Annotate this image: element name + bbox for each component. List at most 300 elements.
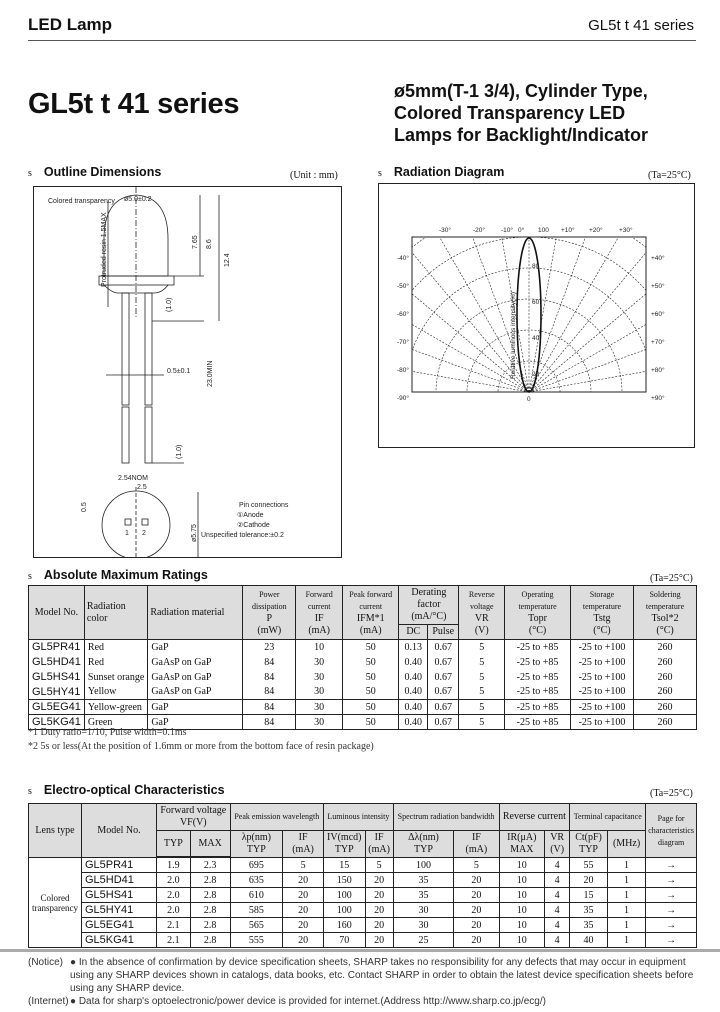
table-cell: 84 [243,685,296,700]
h: (V) [550,844,565,855]
label-colored-transparency: Colored transparency [48,198,115,205]
table-cell: 1 [607,903,645,918]
bullet: s [28,571,32,582]
table-cell: -25 to +85 [505,670,571,685]
header-divider [28,40,696,41]
internet-text: ● Data for sharp's optoelectronic/power device is provided for internet.(Address http://www.sharp.co.jp/ecg/) [70,996,546,1007]
table-cell: 100 [324,903,366,918]
page-link[interactable]: → [646,888,697,903]
table-cell: 10 [296,640,343,655]
internet-label: (Internet) [28,996,69,1007]
table-cell: 160 [324,918,366,933]
h-cap-freq: (MHz) [607,831,645,858]
notice-text: ● In the absence of confirmation by device specification sheets, SHARP takes no responsibility for any defects that may occur in equipment using any SHARP devices shown in catalogs, data books, etc. Contact SHARP in order to obtain the latest device specification sheets before using any SHARP device. [70,957,694,994]
table-cell: 1.9 [156,858,190,873]
table-cell: -25 to +85 [505,685,571,700]
col-lum: Luminous intensity [324,804,394,831]
table-cell: -25 to +100 [570,640,633,655]
col-material: Radiation material [148,586,243,640]
h: Soldering temperature [645,589,685,611]
h: TYP [579,844,598,855]
table-cell: 70 [324,933,366,948]
col-vf [156,804,230,831]
grid-radial [529,184,694,392]
table-row [29,858,697,873]
table-cell: 100 [393,858,454,873]
outline-unit: (Unit : mm) [290,170,338,181]
h: IFM*1 [356,612,385,624]
grid-arc [379,184,694,447]
table-cell: 565 [230,918,283,933]
table-cell: 20 [283,933,324,948]
outline-heading-text: Outline Dimensions [43,165,162,179]
label-1-0-a: (1.0) [166,297,173,312]
table-cell: 260 [634,670,697,685]
subtitle-line: ø5mm(T-1 3/4), Cylinder Type, [394,81,648,101]
table-cell: 30 [296,685,343,700]
lens-line: Colored [40,892,70,903]
abs-max-condition: (Ta=25°C) [650,573,693,584]
table-cell: 5 [459,640,505,655]
radiation-condition: (Ta=25°C) [648,170,691,181]
table-cell: 5 [365,858,393,873]
table-cell: 20 [454,933,499,948]
left-tick-label: -50° [397,283,409,290]
electro-table [28,803,697,948]
bullet: s [28,168,32,179]
col-topr [505,586,571,640]
grid-arc [379,184,694,447]
h: Peak forward current [349,589,393,611]
tolerance-note: Unspecified tolerance:±0.2 [201,532,284,539]
col-vr [459,586,505,640]
label-diameter: ø5.0±0.2 [124,196,152,203]
table-cell: 84 [243,655,296,670]
page-link[interactable]: → [646,903,697,918]
col-rev: Reverse current [499,804,570,831]
h: Tstg [593,612,611,624]
table-cell: 30 [296,700,343,715]
table-cell: 1 [607,918,645,933]
table-cell: 2.0 [156,903,190,918]
col-pulse: Pulse [428,625,459,640]
h: Reverse voltage [468,589,495,611]
h: IF [314,612,324,624]
page-link[interactable]: → [646,873,697,888]
col-color: Radiation color [84,586,147,640]
label-25: 2.5 [137,484,147,491]
table-cell: 50 [343,670,399,685]
pin-anode: ①Anode [237,512,264,519]
h-vf-typ: TYP [156,831,190,857]
table-cell: 5 [283,858,324,873]
bullet: s [28,786,32,797]
table-cell: 0.67 [428,640,459,655]
table-cell: 2.8 [190,918,230,933]
table-cell: 35 [393,888,454,903]
table-row [29,685,697,700]
grid-radial [529,323,694,392]
table-cell: -25 to +85 [505,715,571,730]
h-rev-vr [545,831,570,858]
h: (mA) [368,844,390,855]
table-cell: 10 [499,933,545,948]
y-axis-label: Relative luminous intensity(%) [510,291,517,379]
table-cell: 150 [324,873,366,888]
table-cell: GaAsP on GaP [148,670,243,685]
table-cell: 0.67 [428,700,459,715]
table-cell: 50 [343,655,399,670]
radiation-heading [378,165,504,179]
col-spec: Spectrum radiation bandwidth [393,804,499,831]
table-cell: 10 [499,888,545,903]
h: (mW) [257,624,282,636]
table-cell: 260 [634,655,697,670]
h: TYP [334,844,354,855]
table-row [29,655,697,670]
lens-line: transparency [32,902,78,913]
table-cell: 100 [324,888,366,903]
left-tick-label: -70° [397,339,409,346]
table-cell: 610 [230,888,283,903]
footer [28,956,700,1008]
table-cell: 55 [570,858,608,873]
table-cell: 2.1 [156,918,190,933]
table-cell: 10 [499,918,545,933]
table-cell: 2.1 [156,933,190,948]
notice-label: (Notice) [28,957,64,968]
label-86: 8.6 [206,239,213,249]
table-cell: 10 [499,903,545,918]
h: Storage temperature [582,589,622,611]
h: P [266,612,273,624]
h: VR [550,832,565,843]
table-cell: 2.8 [190,873,230,888]
col-ifm [343,586,399,640]
h-cap [570,831,608,858]
table-row [29,640,697,655]
table-cell: 5 [459,655,505,670]
top-tick-label: 0° [518,227,525,234]
h-vf-max: MAX [190,831,230,857]
table-cell: 4 [545,918,570,933]
table-cell: Green [84,715,147,730]
table-cell: 0.67 [428,670,459,685]
table-cell: 50 [343,640,399,655]
electro-condition: (Ta=25°C) [650,788,693,799]
table-cell: Sunset orange [84,670,147,685]
radiation-heading-text: Radiation Diagram [393,165,505,179]
top-tick-label: +20° [589,227,603,234]
h: λp(nm) [241,832,271,843]
table-cell: 0.40 [399,670,428,685]
radiation-diagram [378,183,695,448]
table-cell: 695 [230,858,283,873]
label-765: 7.65 [192,235,199,249]
table-cell: 50 [343,715,399,730]
table-cell: 50 [343,685,399,700]
col-page: Page for characteristics diagram [646,804,697,858]
h: Derating factor [411,587,447,610]
internet-row [28,995,700,1008]
h-spec-if [454,831,499,858]
h: VF(V) [179,817,207,828]
table-cell: GL5HY41 [29,685,85,700]
table-cell: 260 [634,685,697,700]
table-cell: 10 [499,858,545,873]
h: IV(mcd) [327,832,362,843]
table-cell: GL5PR41 [81,858,156,873]
table-cell: 1 [607,933,645,948]
h: TYP [413,844,433,855]
left-tick-label: -80° [397,367,409,374]
subtitle-line: Lamps for Backlight/Indicator [394,125,649,145]
col-peak: Peak emission wavelength [230,804,323,831]
table-cell: -25 to +100 [570,670,633,685]
note-2: *2 5s or less(At the position of 1.6mm or more from the bottom face of resin package) [28,741,374,752]
h-rev [499,831,545,858]
page-link[interactable]: → [646,933,697,948]
table-cell: 4 [545,858,570,873]
pin-2-label: 2 [142,530,146,537]
table-cell: GL5KG41 [29,715,85,730]
h: (mA) [465,844,488,855]
table-cell: 20 [454,888,499,903]
h: (°C) [593,624,611,636]
h: Forward voltage [160,805,227,816]
h: IF [298,832,308,843]
table-cell: 2.3 [190,858,230,873]
table-cell: 1 [607,873,645,888]
table-cell: GL5PR41 [29,640,85,655]
notice-row [28,956,700,995]
right-tick-label: +50° [651,283,665,290]
table-cell: 20 [283,903,324,918]
table-cell: 4 [545,903,570,918]
table-cell: 30 [296,655,343,670]
right-tick-label: +60° [651,311,665,318]
h: (mA) [292,844,314,855]
table-cell: Red [84,655,147,670]
table-cell: -25 to +85 [505,700,571,715]
table-cell: 4 [545,933,570,948]
table-row [29,918,697,933]
grid-radial [529,184,666,392]
table-cell: 50 [343,700,399,715]
table-cell: 5 [459,670,505,685]
grid-radial [379,323,529,392]
label-254nom: 2.54NOM [118,475,148,482]
table-cell: 30 [393,918,454,933]
table-cell: 20 [570,873,608,888]
top-value-label: 100 [538,227,549,234]
table-cell: 1 [607,888,645,903]
table-cell: 35 [570,918,608,933]
h: (mA/°C) [411,611,447,622]
grid-radial [529,184,694,392]
h-peak [230,831,283,858]
col-derating [399,586,459,625]
table-cell: 20 [454,873,499,888]
radial-tick-label: 20 [532,371,540,378]
label-lead: 0.5±0.1 [167,368,191,375]
abs-max-heading [28,568,208,582]
label-124: 12.4 [224,253,231,267]
grid-radial [392,184,529,392]
table-cell: 5 [459,715,505,730]
table-cell: 0.67 [428,685,459,700]
table-cell: 0.67 [428,715,459,730]
label-protruded-resin: Protruded resin 1.5MAX [101,212,108,287]
table-row [29,933,697,948]
left-tick-label: -40° [397,255,409,262]
abs-max-table [28,585,697,730]
table-cell: 0.67 [428,655,459,670]
right-tick-label: +90° [651,395,665,402]
label-05: 0.5 [81,502,88,512]
h-peak-if [283,831,324,858]
h: Δλ(nm) [408,832,439,843]
table-cell: -25 to +85 [505,655,571,670]
table-row [29,888,697,903]
h: Ct(pF) [575,832,602,843]
table-cell: 20 [454,903,499,918]
table-cell: GL5EG41 [81,918,156,933]
table-cell: GL5HD41 [29,655,85,670]
table-cell: 260 [634,715,697,730]
radial-tick-label: 80 [532,263,540,270]
note-1: *1 Duty ratio=1/10, Pulse width=0.1ms [28,727,187,738]
table-cell: 20 [365,873,393,888]
table-cell: GL5HD41 [81,873,156,888]
h: (mA) [308,624,330,636]
table-cell: 20 [365,933,393,948]
table-cell: 5 [459,700,505,715]
h: TYP [246,844,266,855]
table-row [29,700,697,715]
table-cell: 0.40 [399,655,428,670]
h: Tsol*2 [651,612,679,624]
table-cell: 260 [634,700,697,715]
h: Topr [528,612,547,624]
top-tick-label: -30° [439,227,451,234]
radial-tick-label: 40 [532,335,540,342]
top-tick-label: +30° [619,227,633,234]
right-tick-label: +80° [651,367,665,374]
pin-cathode: ②Cathode [237,522,270,529]
label-575: ø5.75 [191,524,198,542]
origin-label: 0 [527,396,531,403]
table-cell: 4 [545,873,570,888]
grid-radial [379,192,529,392]
table-cell: 585 [230,903,283,918]
h: (V) [474,624,489,636]
table-cell: -25 to +100 [570,715,633,730]
table-cell: 20 [283,918,324,933]
h: (mA) [359,624,382,636]
table-cell: 555 [230,933,283,948]
table-cell: GaP [148,715,243,730]
table-row [29,903,697,918]
h: Operating temperature [518,589,557,611]
h: IF [471,832,481,843]
table-cell: 20 [454,918,499,933]
table-cell: -25 to +100 [570,700,633,715]
col-if [296,586,343,640]
col-tsol [634,586,697,640]
table-cell: 2.8 [190,903,230,918]
table-cell: 35 [393,873,454,888]
table-cell: 0.40 [399,715,428,730]
table-cell: 20 [283,888,324,903]
h: MAX [510,844,534,855]
table-cell: 23 [243,640,296,655]
lens-type-cell [29,858,82,948]
table-cell: 5 [459,685,505,700]
outline-drawing [33,186,342,558]
table-cell: GL5HS41 [29,670,85,685]
abs-max-heading-text: Absolute Maximum Ratings [43,568,208,582]
table-cell: 30 [393,903,454,918]
table-cell: -25 to +85 [505,640,571,655]
table-cell: 0.40 [399,700,428,715]
table-cell: 35 [570,903,608,918]
table-cell: GaAsP on GaP [148,655,243,670]
table-cell: 4 [545,888,570,903]
grid-arc [379,184,694,447]
h: IR(μA) [507,832,537,843]
table-cell: 15 [324,858,366,873]
table-cell: 25 [393,933,454,948]
h: (°C) [656,624,674,636]
table-cell: Yellow-green [84,700,147,715]
left-tick-label: -60° [397,311,409,318]
table-cell: 2.0 [156,888,190,903]
top-tick-label: -20° [473,227,485,234]
h: (°C) [528,624,547,636]
label-1-0-b: (1.0) [176,444,183,459]
table-cell: 2.0 [156,873,190,888]
table-cell: 2.8 [190,888,230,903]
subtitle-line: Colored Transparency LED [394,103,626,123]
pin-1-label: 1 [125,530,129,537]
outline-heading [28,165,161,179]
grid-arc [405,268,653,447]
table-cell: 260 [634,640,697,655]
table-cell: 15 [570,888,608,903]
table-cell: 20 [365,888,393,903]
grid-arc [379,184,694,447]
page-title: GL5t t 41 series [28,88,240,120]
table-cell: 635 [230,873,283,888]
col-power [243,586,296,640]
table-cell: 10 [499,873,545,888]
pin-connections-title: Pin connections [239,502,289,509]
table-cell: GaP [148,640,243,655]
table-cell: 30 [296,715,343,730]
right-tick-label: +70° [651,339,665,346]
page-link[interactable]: → [646,918,697,933]
label-23min: 23.0MIN [207,360,214,387]
category-label: LED Lamp [28,15,113,34]
bullet: s [378,168,382,179]
table-cell: GaP [148,700,243,715]
h-spec [393,831,454,858]
page-link[interactable]: → [646,858,697,873]
h: Forward current [305,589,333,611]
table-cell: 20 [283,873,324,888]
table-cell: 5 [454,858,499,873]
